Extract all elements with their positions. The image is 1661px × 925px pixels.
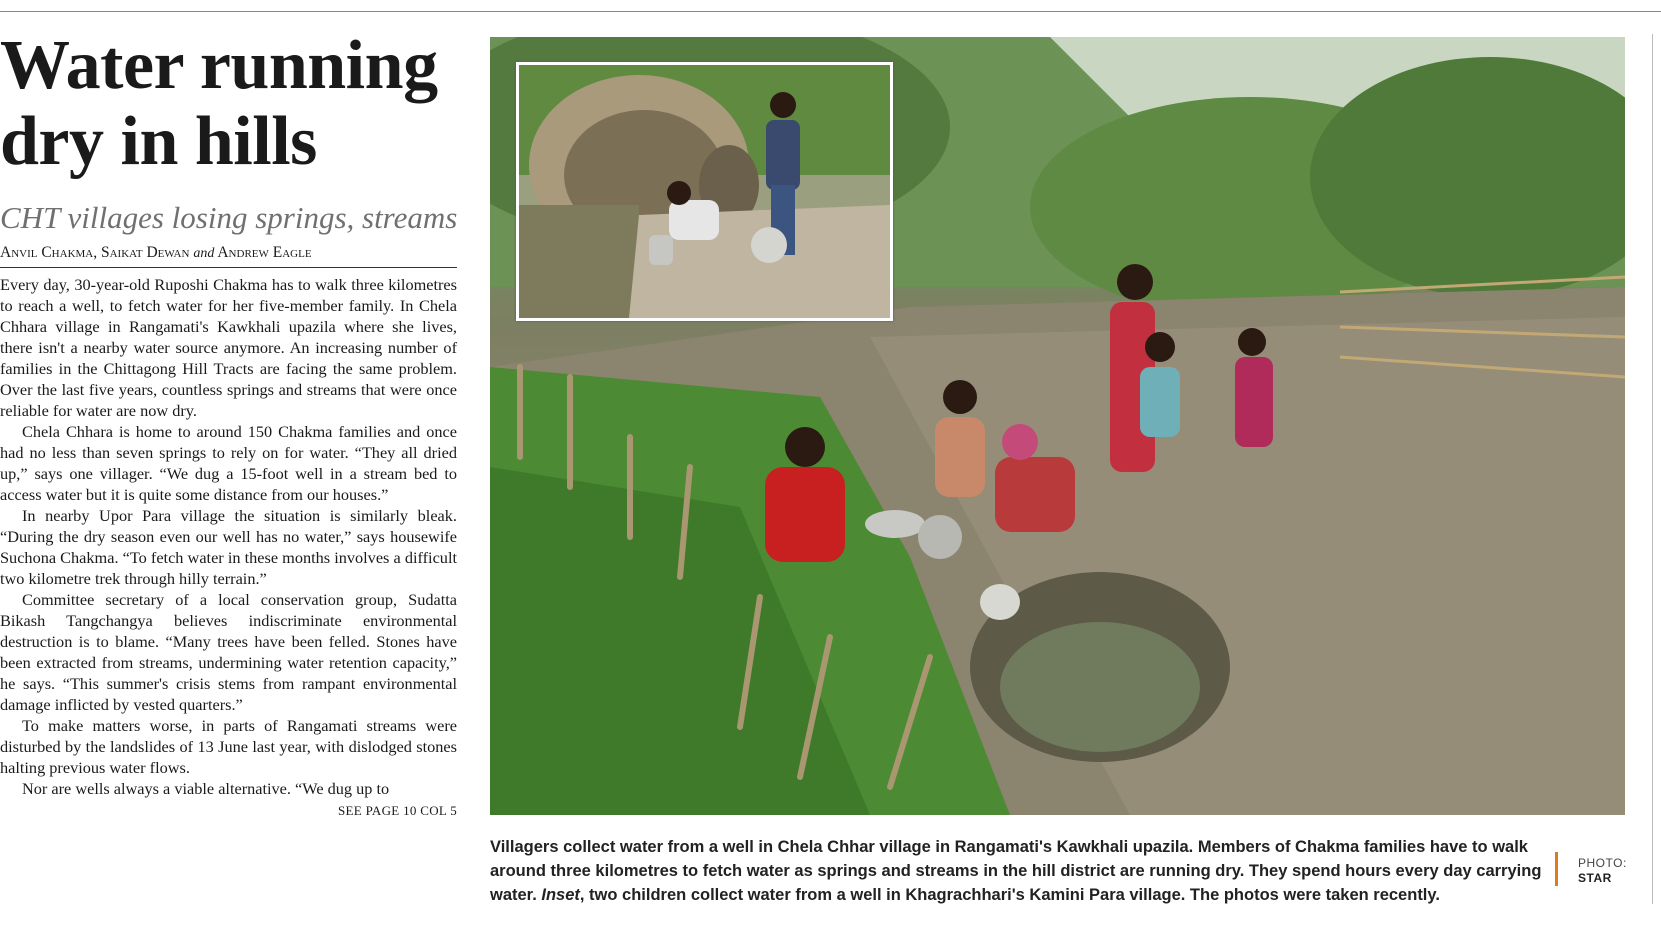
- inset-photo: [516, 62, 893, 321]
- headline-line-2: dry in hills: [0, 103, 317, 180]
- byline-author-3: Andrew Eagle: [217, 244, 312, 261]
- article: [0, 28, 460, 819]
- caption-text: Villagers collect water from a well in Chela Chhar village in Rangamati's Kawkhali upazila. Members of Chakma families have to walk around three kilometres to fetch water as springs and streams in the hill district are running dry. They spend hours every day carrying water.: [490, 838, 1542, 904]
- caption-inset-label: Inset: [541, 886, 580, 904]
- byline-conjunction: and: [193, 246, 215, 261]
- paragraph: In nearby Upor Para village the situation is similarly bleak. “During the dry season even our well has no water,” says housewife Suchona Chakma. “To fetch water in these months involves a difficult two kilometre trek through hilly terrain.”: [0, 506, 457, 588]
- inset-illustration: [519, 65, 890, 318]
- byline-author-2: Saikat Dewan: [100, 244, 190, 261]
- byline: Anvil Chakma, Saikat Dewan and Andrew Eagle: [0, 244, 457, 268]
- paragraph: Nor are wells always a viable alternative. “We dug up to: [22, 779, 390, 798]
- subheadline: CHT villages losing springs, streams: [0, 200, 458, 235]
- byline-author-1: Anvil Chakma: [0, 244, 94, 261]
- paragraph: Chela Chhara is home to around 150 Chakma families and once had no less than seven springs to rely on for water. “They all dried up,” says one villager. “We dug a 15-foot well in a stream bed to access water but it is quite some distance from our houses.”: [0, 422, 457, 504]
- headline: [0, 28, 460, 180]
- article-body: [0, 274, 457, 799]
- photo-credit-source: STAR: [1578, 871, 1612, 885]
- column-rule: [1652, 34, 1653, 904]
- photo-credit: [1578, 856, 1627, 886]
- headline-line-1: Water running: [0, 27, 438, 104]
- photo-caption: [490, 835, 1550, 907]
- paragraph: Every day, 30-year-old Ruposhi Chakma has to walk three kilometres to reach a well, to fetch water for her five-member family. In Chela Chhara village in Rangamati's Kawkhali upazila where she lives, there isn't a nearby water source anymore. An increasing number of families in the Chittagong Hill Tracts are facing the same problem. Over the last five years, countless springs and streams that were once reliable for water are now dry.: [0, 275, 457, 420]
- paragraph: Committee secretary of a local conservation group, Sudatta Bikash Tangchangya believes indiscriminate environmental destruction is to blame. “Many trees have been felled. Stones have been extracted from streams, undermining water retention capacity,” he says. “This summer's crisis stems from rampant environmental damage inflicted by vested quarters.”: [0, 590, 457, 714]
- top-rule: [0, 11, 1661, 12]
- continued-jump-line: SEE PAGE 10 COL 5: [338, 803, 457, 818]
- paragraph: To make matters worse, in parts of Rangamati streams were disturbed by the landslides of 13 June last year, with dislodged stones halting previous water flows.: [0, 716, 457, 777]
- photo-credit-label: PHOTO:: [1578, 856, 1627, 870]
- credit-accent-bar: [1555, 852, 1558, 886]
- caption-text-continued: , two children collect water from a well in Khagrachhari's Kamini Para village. The photos were taken recently.: [579, 886, 1440, 904]
